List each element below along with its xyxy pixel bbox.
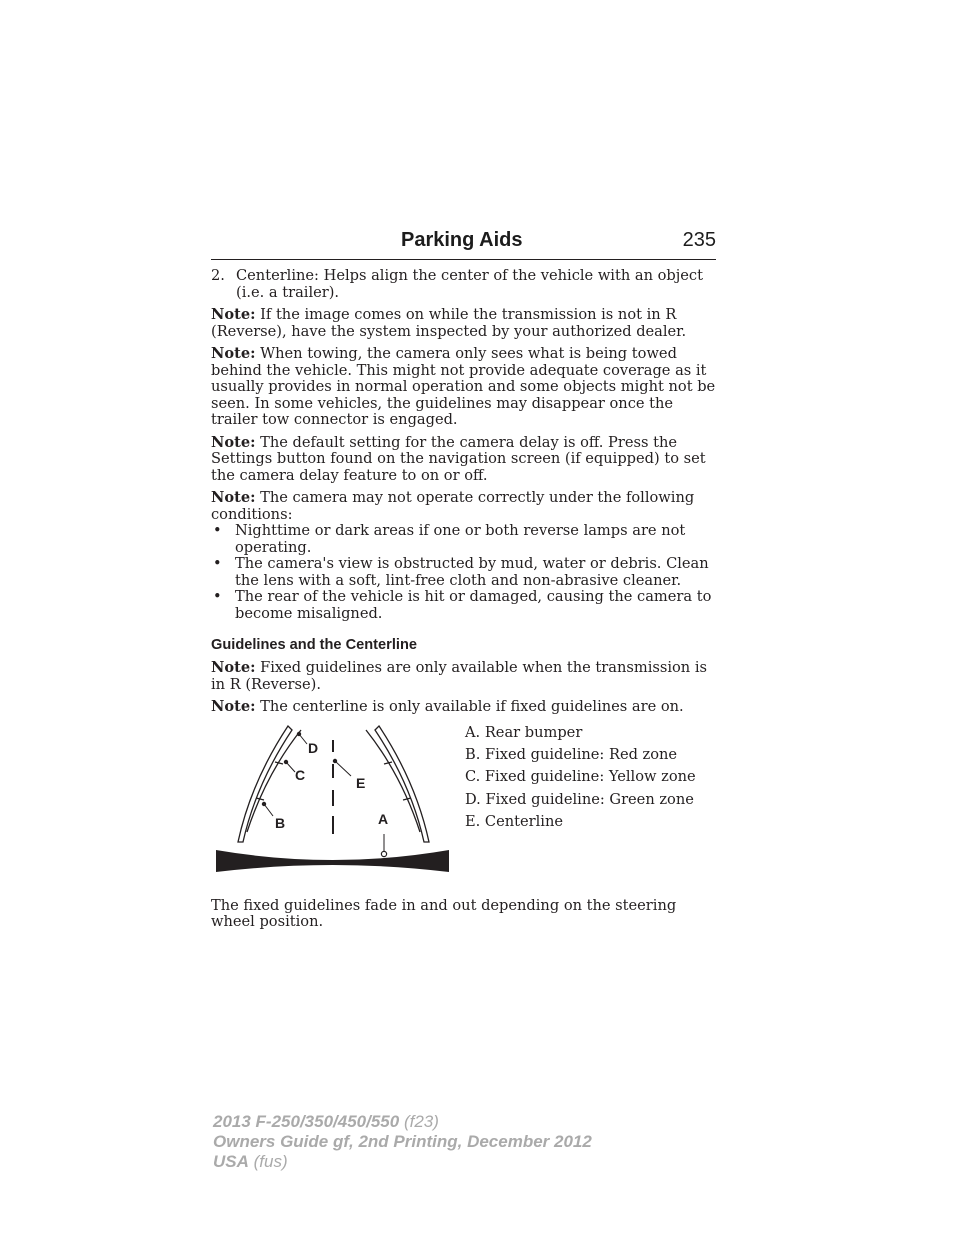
- note-text: If the image comes on while the transmission is not in R (Reverse), have the system inspected by your authorized dealer.: [211, 306, 687, 340]
- footer-guide: Owners Guide gf, 2nd Printing, December 2012: [213, 1132, 592, 1151]
- conditions-list: [211, 523, 716, 622]
- leader-dot-d: [297, 731, 301, 735]
- bullet: •: [213, 522, 222, 539]
- rear-bumper: [216, 850, 449, 872]
- footer-line-2: [213, 1132, 592, 1152]
- list-item: [211, 589, 716, 622]
- leader-dot-e: [333, 758, 337, 762]
- page-body: [211, 268, 716, 937]
- legend-item: A. Rear bumper: [465, 723, 583, 741]
- guidelines-diagram: [211, 722, 456, 877]
- note-text: Fixed guidelines are only available when the transmission is in R (Reverse).: [211, 659, 707, 693]
- label-d: D: [308, 739, 319, 756]
- item-text: Centerline: Helps align the center of the vehicle with an object (i.e. a trailer).: [236, 267, 703, 301]
- footer-line-3: [213, 1152, 592, 1172]
- footer-line-1: [213, 1112, 592, 1132]
- footer-model: 2013 F-250/350/450/550: [213, 1112, 400, 1131]
- label-b: B: [275, 814, 286, 831]
- note-label: Note:: [211, 698, 256, 715]
- label-e: E: [356, 774, 366, 791]
- note-paragraph-2: [211, 346, 716, 429]
- left-guideline-inner: [247, 730, 301, 832]
- list-item: [211, 556, 716, 589]
- legend-item: B. Fixed guideline: Red zone: [465, 745, 678, 763]
- page-footer: [213, 1112, 592, 1172]
- note-text: The default setting for the camera delay is off. Press the Settings button found on the navigation screen (if equipped) to set the camera delay feature to on or off.: [211, 433, 706, 484]
- footer-region: USA: [213, 1152, 249, 1171]
- subsection-heading: Guidelines and the Centerline: [211, 637, 417, 653]
- note-text: When towing, the camera only sees what is being towed behind the vehicle. This might not provide adequate coverage as it usually provides in normal operation and some objects might not be seen. In some vehicles, the guidelines may disappear once the trailer tow connector is engaged.: [211, 345, 716, 428]
- note-text: The camera may not operate correctly under the following conditions:: [211, 489, 695, 523]
- footer-model-code: (f23): [403, 1112, 439, 1131]
- note-paragraph-3: [211, 435, 716, 485]
- bullet: •: [213, 555, 222, 572]
- leader-dot-b: [262, 801, 266, 805]
- note-text: The centerline is only available if fixed guidelines are on.: [260, 698, 684, 715]
- page-header: [211, 229, 716, 260]
- legend-item: C. Fixed guideline: Yellow zone: [465, 768, 696, 786]
- note-label: Note:: [211, 306, 256, 323]
- leader-dot-c: [284, 759, 288, 763]
- leader-dot-a: [381, 851, 386, 856]
- section-note-1: [211, 660, 716, 693]
- label-a: A: [378, 810, 389, 827]
- label-c: C: [295, 766, 306, 783]
- note-label: Note:: [211, 433, 256, 451]
- figure-row: [211, 722, 716, 892]
- item-number: 2.: [211, 267, 225, 284]
- list-item-text: The rear of the vehicle is hit or damaged, causing the camera to become misaligned.: [235, 588, 712, 622]
- legend-item: E. Centerline: [465, 813, 563, 831]
- section-note-2: [211, 699, 716, 716]
- closing-paragraph: The fixed guidelines fade in and out depending on the steering wheel position.: [211, 896, 677, 930]
- leader-e: [335, 761, 351, 776]
- note-label: Note:: [211, 489, 256, 506]
- legend-item: D. Fixed guideline: Green zone: [465, 790, 694, 808]
- diagram-legend: [465, 722, 696, 834]
- leader-b: [264, 804, 273, 816]
- note-label: Note:: [211, 659, 256, 676]
- section-title: Parking Aids: [401, 229, 523, 251]
- list-item-text: Nighttime or dark areas if one or both reverse lamps are not operating.: [235, 522, 686, 556]
- right-guideline-inner: [366, 730, 420, 832]
- list-item-text: The camera's view is obstructed by mud, water or debris. Clean the lens with a soft, lint-free cloth and non-abrasive cleaner.: [235, 555, 709, 589]
- note-paragraph-1: [211, 307, 716, 340]
- note-label: Note:: [211, 345, 256, 362]
- bullet: •: [213, 588, 222, 605]
- note-paragraph-4: [211, 490, 716, 523]
- list-item: [211, 523, 716, 556]
- numbered-item-2: [211, 268, 716, 301]
- page-number: 235: [682, 229, 716, 251]
- footer-region-code: (fus): [253, 1152, 288, 1171]
